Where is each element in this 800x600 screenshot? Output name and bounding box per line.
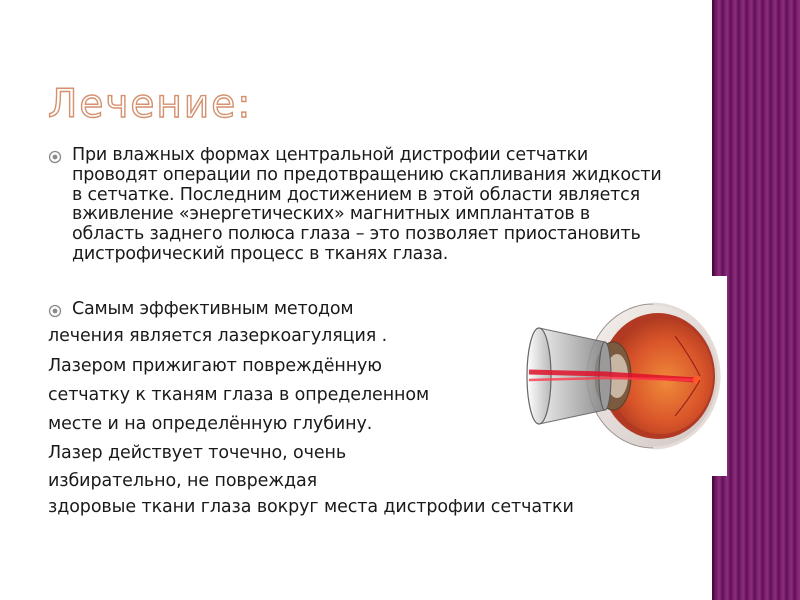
circled-dot-icon — [48, 150, 62, 164]
body-line: Лазер действует точечно, очень — [48, 443, 347, 463]
bullet-item — [48, 300, 448, 320]
bullet-text: Самым эффективным методом — [72, 299, 354, 319]
body-line: лечения является лазеркоагуляция . — [48, 326, 388, 346]
bullet-item — [48, 146, 662, 265]
circled-dot-icon — [48, 304, 62, 318]
body-line: сетчатку к тканям глаза в определенном — [48, 385, 430, 405]
body-line: месте и на определённую глубину. — [48, 414, 373, 434]
body-line: избирательно, не повреждая — [48, 471, 318, 491]
bullet-text: При влажных формах центральной дистрофии сетчатки проводят операции по предотвращению скапливания жидкости в сетчатке. Последним достижением в этой области является вживление «энергетических» магнитных имплантатов в область заднего полюса глаза – это позволяет приостановить дистрофический процесс в тканях глаза. — [72, 145, 662, 264]
body-line: здоровые ткани глаза вокруг места дистрофии сетчатки — [48, 497, 574, 517]
eye-laser-illustration — [525, 276, 727, 476]
body-line: Лазером прижигают повреждённую — [48, 356, 382, 376]
slide-title: Лечение: — [48, 82, 253, 127]
